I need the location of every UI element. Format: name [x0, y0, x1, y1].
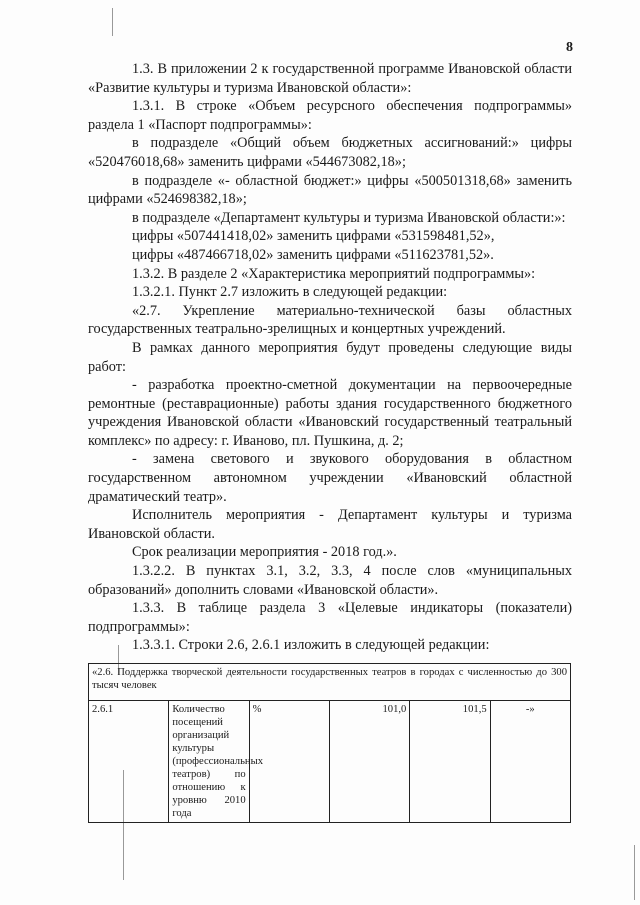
row-number: 2.6.1: [89, 701, 169, 823]
scan-artifact: [634, 845, 635, 900]
table-header-cell: «2.6. Поддержка творческой деятельности государственных театров в городах с численностью до 300 тысяч человек: [89, 664, 571, 701]
paragraph: в подразделе «- областной бюджет:» цифры «500501318,68» заменить цифрами «524698382,18»;: [88, 172, 572, 208]
paragraph: Срок реализации мероприятия - 2018 год.».: [132, 544, 397, 561]
value-cell: 101,0: [329, 701, 409, 823]
paragraph: в подразделе «Департамент культуры и туризма Ивановской области:»:: [132, 209, 566, 226]
paragraph: - разработка проектно-сметной документации на первоочередные ремонтные (реставрационные) работы здания государственного бюджетного учреждения Ивановской области «Ивановский государственный театральный комплекс» по адресу: г. Иваново, пл. Пушкина, д. 2;: [88, 377, 572, 449]
indicator-name: Количество посещений организаций культуры (профессиональных театров) по отношению к уровню 2010 года: [169, 701, 249, 823]
paragraph: в подразделе «Общий объем бюджетных ассигнований:» цифры «520476018,68» заменить цифрами «544673082,18»;: [88, 135, 572, 170]
paragraph: «2.7. Укрепление материально-технической базы областных государственных театрально-зрелищных и концертных учреждений.: [88, 302, 572, 338]
page-number: 8: [566, 40, 573, 55]
value-cell: 101,5: [410, 701, 490, 823]
scan-artifact: [112, 8, 113, 36]
paragraph: 1.3.2.1. Пункт 2.7 изложить в следующей редакции:: [132, 284, 448, 301]
paragraph: цифры «487466718,02» заменить цифрами «511623781,52».: [132, 246, 494, 263]
paragraph: 1.3.3. В таблице раздела 3 «Целевые индикаторы (показатели) подпрограммы»:: [88, 600, 572, 635]
document-body: [88, 60, 572, 655]
paragraph: 1.3. В приложении 2 к государственной программе Ивановской области «Развитие культуры и туризма Ивановской области»:: [88, 61, 572, 96]
table-header-row: [89, 664, 571, 701]
table-row: [89, 701, 571, 823]
paragraph: 1.3.3.1. Строки 2.6, 2.6.1 изложить в следующей редакции:: [132, 637, 490, 654]
paragraph: В рамках данного мероприятия будут проведены следующие виды работ:: [88, 339, 572, 375]
paragraph: 1.3.1. В строке «Объем ресурсного обеспечения подпрограммы» раздела 1 «Паспорт подпрограммы»:: [88, 98, 572, 133]
paragraph: 1.3.2. В разделе 2 «Характеристика мероприятий подпрограммы»:: [132, 265, 536, 282]
indicators-table: [88, 663, 571, 823]
paragraph: цифры «507441418,02» заменить цифрами «531598481,52»,: [132, 228, 495, 245]
end-cell: -»: [490, 701, 570, 823]
unit-cell: %: [249, 701, 329, 823]
paragraph: - замена светового и звукового оборудования в областном государственном автономном учреждении «Ивановский областной драматический театр».: [88, 451, 572, 505]
paragraph: 1.3.2.2. В пунктах 3.1, 3.2, 3.3, 4 после слов «муниципальных образований» дополнить словами «Ивановской области».: [88, 563, 572, 598]
paragraph: Исполнитель мероприятия - Департамент культуры и туризма Ивановской области.: [88, 507, 572, 542]
